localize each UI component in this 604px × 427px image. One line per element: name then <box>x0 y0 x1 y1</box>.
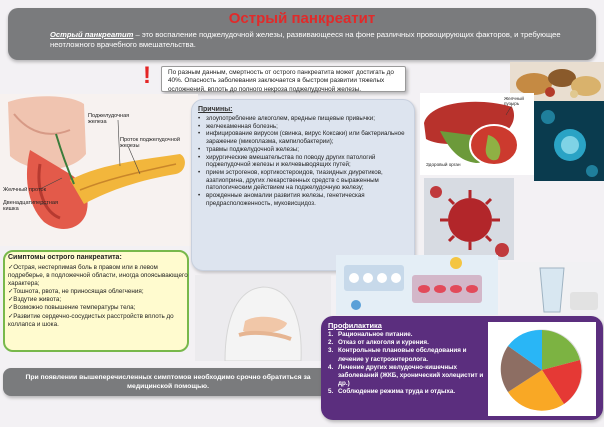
prevention-list <box>328 331 490 397</box>
list-item: ✓Острая, нестерпимая боль в правом или в левом подреберье, в подложечной области, иногда опоясывающего характера; <box>8 264 188 288</box>
page-title: Острый панкреатит <box>228 10 376 27</box>
list-item: • травмы поджелудочной железы; <box>196 146 408 154</box>
list-item: • прием эстрогенов, кортикостероидов, тиазидных диуретиков, азатиоприна, других лекарственных средств с выраженным патологическим действием на поджелудочную железу; <box>196 169 408 192</box>
list-item <box>328 364 490 389</box>
exclamation-icon: ! <box>143 62 151 89</box>
list-item: • желчекаменная болезнь; <box>196 123 408 131</box>
urgent-care-text: При появлении вышеперечисленных симптомов необходимо срочно обратиться за медицинской помощью. <box>25 374 311 390</box>
pills-image <box>336 255 498 315</box>
label-pancreatic-duct: Проток поджелудочной железы <box>120 137 181 150</box>
item-number: 2. <box>328 339 334 347</box>
list-item: • врожденные аномалии развития железы, генетическая предрасположенность, муковисцидоз. <box>196 192 408 207</box>
page-subtitle <box>50 30 570 50</box>
subtitle-text: – это воспаление поджелудочной железы, развивающееся на фоне различных провоцирующих факторов, и требующее неотложного врачебного вмешательства. <box>50 30 561 49</box>
mortality-warning: По разным данным, смертность от острого панкреатита может достигать до 40%. Опасность заболевания заключается в быстром развитии тяжелых осложнений, вплоть до полного некроза поджелудочной железы. <box>161 66 406 92</box>
causes-title: Причины: <box>198 106 233 113</box>
symptoms-title: Симптомы острого панкреатита: <box>8 254 122 261</box>
item-text: Отказ от алкоголя и курения. <box>338 339 429 347</box>
item-number: 3. <box>328 347 334 355</box>
subtitle-term: Острый панкреатит <box>50 30 134 39</box>
list-item: • инфицирование вирусом (свинка, вирус Коксаки) или бактериальное заражение (микоплазма, кампилобактерии); <box>196 130 408 145</box>
list-item <box>328 388 490 396</box>
item-number: 4. <box>328 363 334 371</box>
label-duodenum: Двенадцатиперстная кишка <box>3 200 58 213</box>
label-bile-duct: Желчный проток <box>3 187 47 193</box>
symptoms-list <box>8 264 188 329</box>
list-item: ✓Развитие сердечно-сосудистых расстройств вплоть до коллапса и шока. <box>8 312 174 328</box>
label-healthy-organ: Здоровый орган <box>426 162 461 167</box>
label-pancreas: Поджелудочная железа <box>88 113 130 126</box>
list-item: ✓Тошнота, рвота, не приносящая облегчения; <box>8 288 144 296</box>
causes-list <box>196 115 408 207</box>
item-text: Рациональное питание. <box>338 331 413 338</box>
item-text: Соблюдение режима труда и отдыха. <box>338 388 456 396</box>
list-item: • хирургические вмешательства по поводу других патологий поджелудочной железы и желчевыводящих путей; <box>196 154 408 169</box>
item-text: Лечение других желудочно-кишечных заболеваний (ЖКБ, хронический холецистит и др.) <box>338 363 484 388</box>
item-number: 5. <box>328 388 334 396</box>
virus-image <box>534 101 604 181</box>
person-abdominal-pain-image <box>195 275 334 361</box>
list-item <box>328 347 490 363</box>
item-text: Контрольные плановые обследования и лечение у гастроэнтеролога. <box>338 347 467 363</box>
list-item: • злоупотребление алкоголем, вредные пищевые привычки; <box>196 115 408 123</box>
label-gallbladder: Желчный пузырь <box>504 96 524 106</box>
item-number: 1. <box>328 331 334 338</box>
healthy-food-plate-image <box>488 322 596 416</box>
list-item: ✓Вздутие живота; <box>8 296 62 304</box>
list-item <box>328 331 490 339</box>
list-item: ✓Возможно повышение температуры тела; <box>8 304 136 312</box>
glass-of-water-image <box>500 262 604 317</box>
bacteria-virus-image <box>424 178 514 260</box>
prevention-title: Профилактика <box>328 321 382 330</box>
